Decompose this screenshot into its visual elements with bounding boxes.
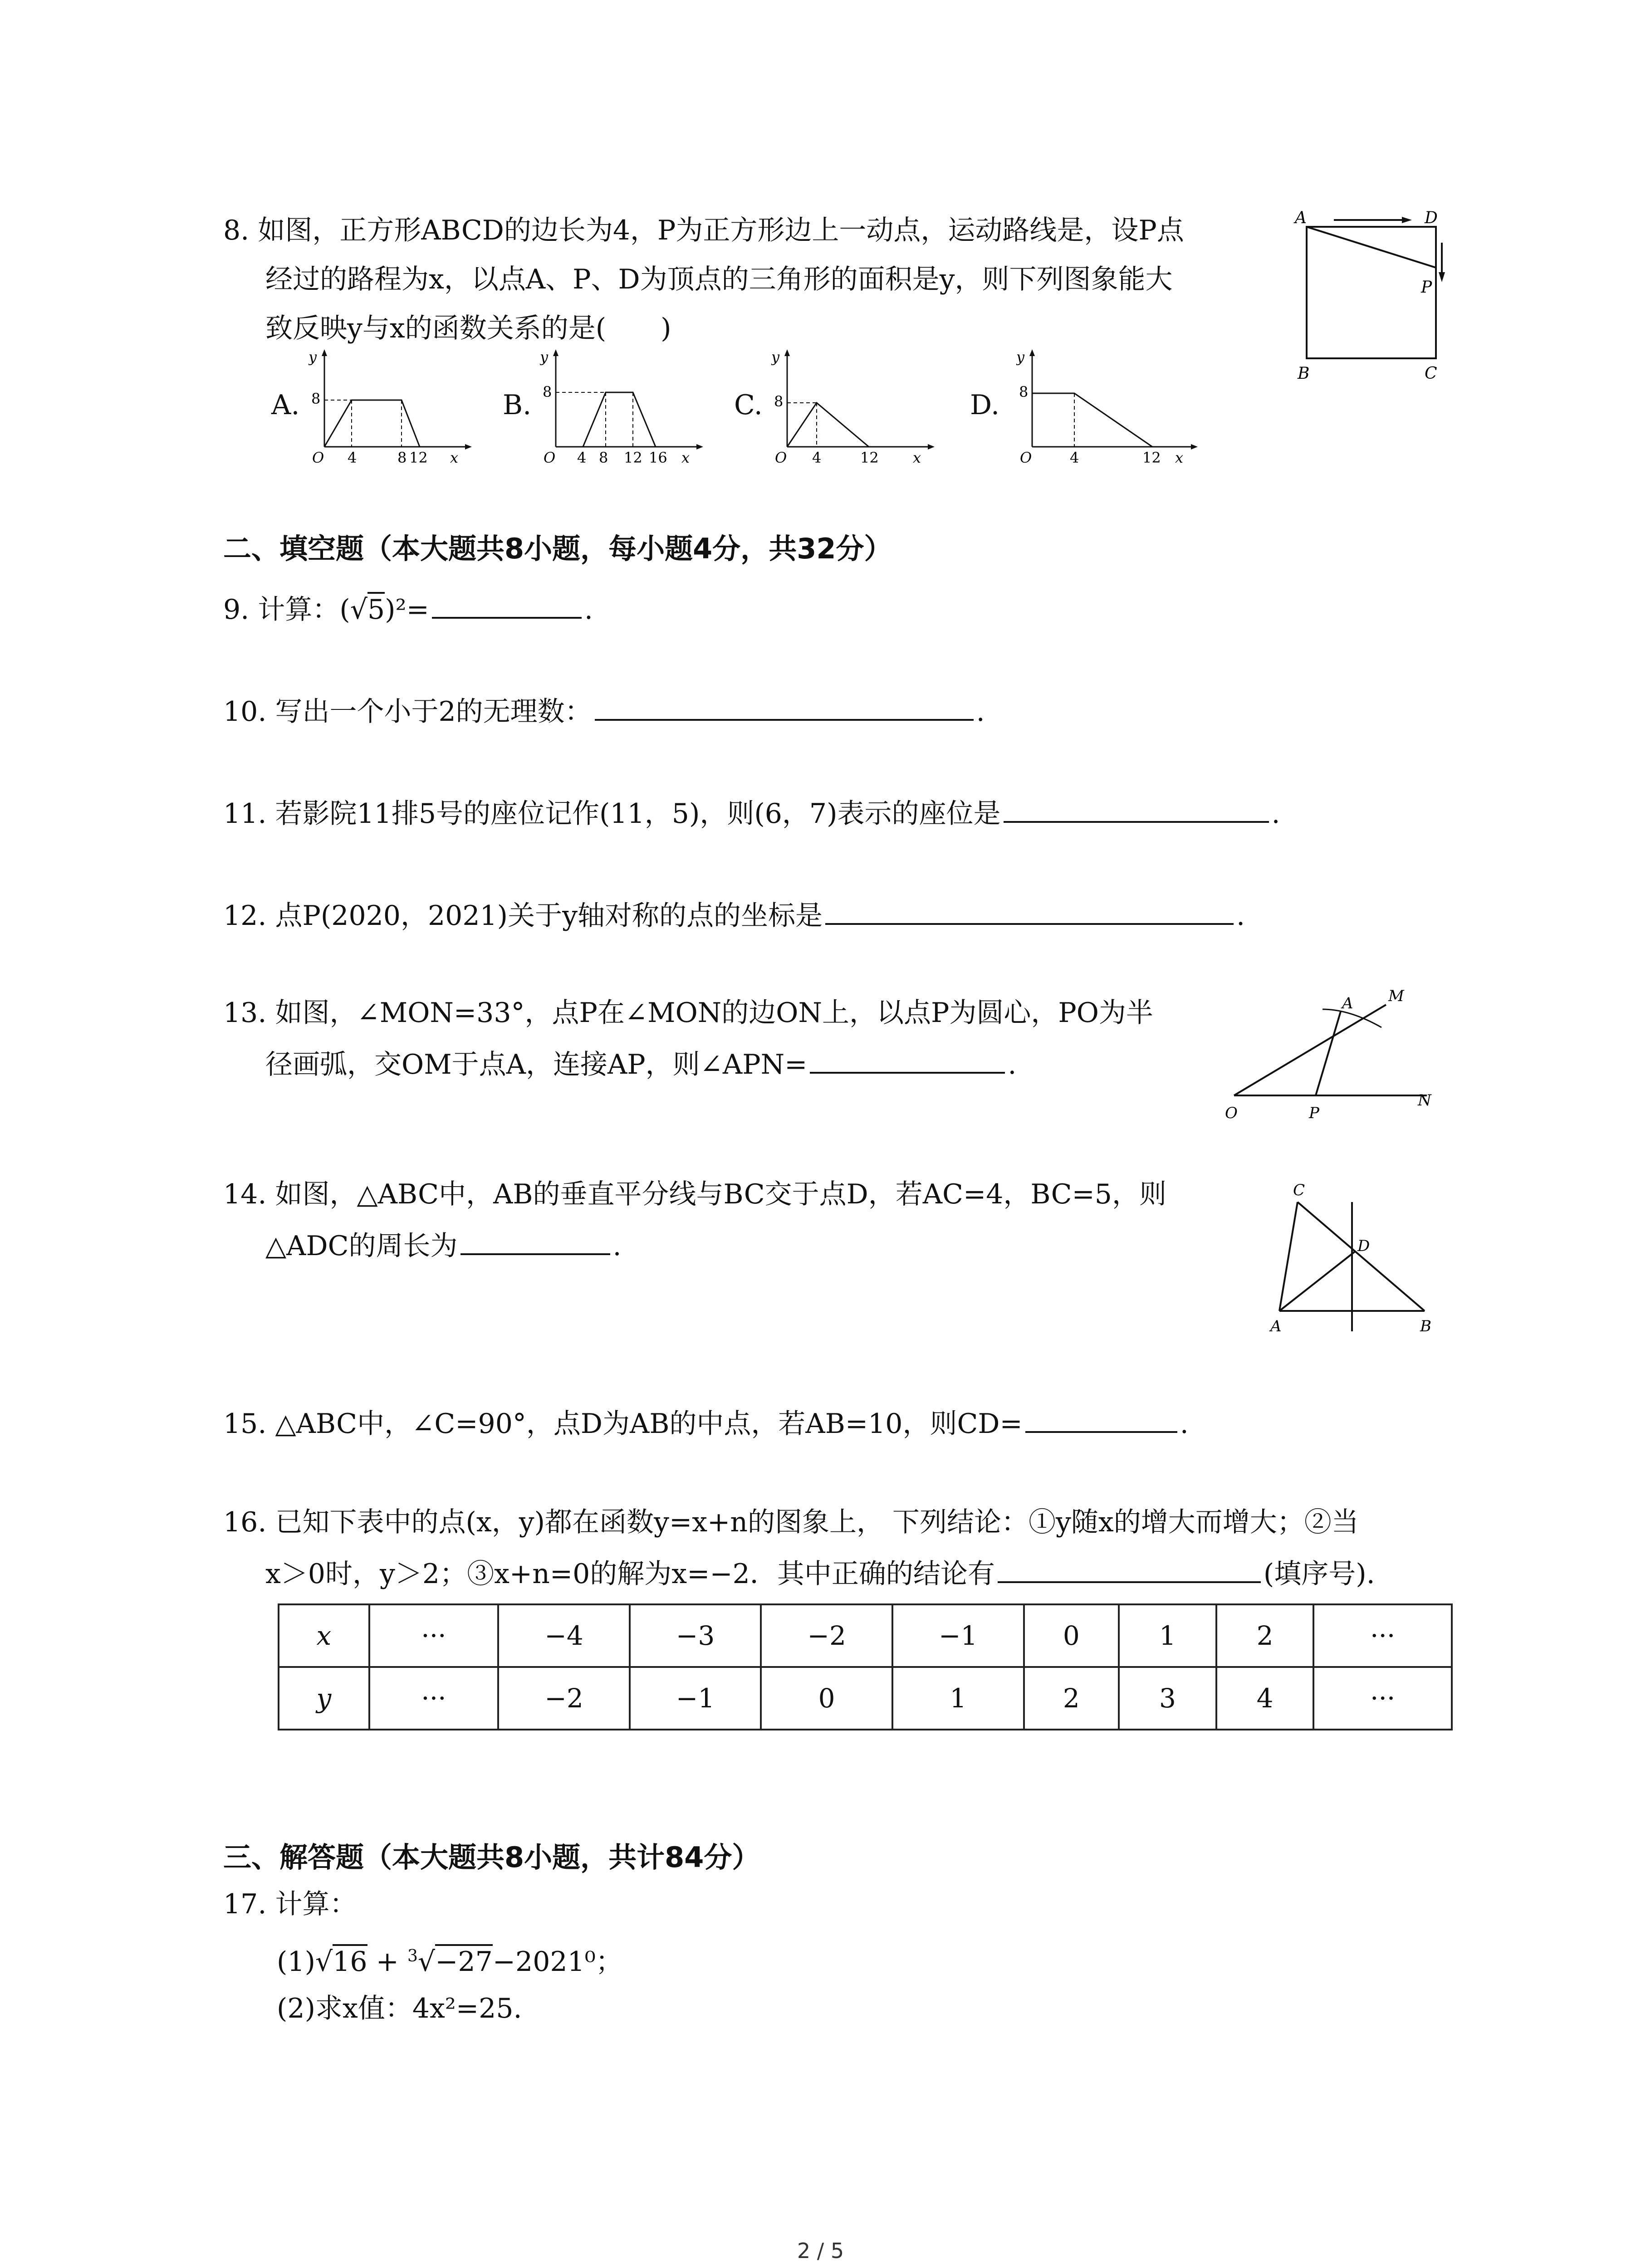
q8-b-origin: O	[544, 449, 556, 466]
q17-part1	[277, 1939, 623, 1979]
q15-text: 15. △ABC中，∠C=90°，点D为AB的中点，若AB=10，则CD=	[223, 1408, 1023, 1440]
q8-c-ytick: 8	[774, 393, 784, 410]
q8-c-xtick-4: 4	[812, 449, 822, 466]
q8-option-a-graph	[309, 349, 472, 467]
q8-c-axis-x: x	[913, 449, 921, 466]
q8-label-p: P	[1421, 278, 1432, 297]
q13-line1: 13. 如图，∠MON=33°，点P在∠MON的边ON上，以点P为圆心，PO为半	[223, 997, 1153, 1029]
q17-part2: (2)求x值：4x²=25.	[277, 1993, 522, 2024]
sqrt-icon: √	[350, 594, 367, 626]
q8-label-b: B	[1298, 364, 1310, 383]
table-cell: −3	[630, 1604, 761, 1667]
q17-sqrt-radicand: 16	[333, 1944, 367, 1978]
q13-line2-text: 径画弧，交OM于点A，连接AP，则∠APN=	[265, 1049, 808, 1080]
q14-label-b: B	[1420, 1317, 1431, 1335]
q10-end: .	[976, 696, 985, 728]
table-cell: −2	[761, 1604, 892, 1667]
q13-end: .	[1008, 1049, 1017, 1080]
table-cell: 0	[1024, 1604, 1119, 1667]
q13-label-p: P	[1309, 1104, 1319, 1122]
q11	[223, 794, 1280, 831]
q8-b-axis-y: y	[540, 349, 549, 366]
q8-line1: 8. 如图，正方形ABCD的边长为4，P为正方形边上一动点，运动路线是，设P点	[223, 215, 1184, 246]
table-cell: 2	[1024, 1667, 1119, 1730]
q9	[223, 590, 593, 627]
table-row-x	[279, 1604, 1452, 1667]
q15-end: .	[1180, 1408, 1189, 1440]
q8-b-axis-x: x	[681, 449, 690, 466]
q15	[223, 1404, 1189, 1441]
q11-text: 11. 若影院11排5号的座位记作(11，5)，则(6，7)表示的座位是	[223, 798, 1001, 830]
section3-heading: 三、解答题（本大题共8小题，共计84分）	[223, 1841, 760, 1874]
table-cell: −1	[630, 1667, 761, 1730]
q8-square-figure	[1288, 200, 1461, 395]
q8-option-b-label: B.	[503, 389, 532, 421]
table-cell: ···	[1313, 1604, 1452, 1667]
q10-answer-blank[interactable]	[595, 692, 974, 721]
q9-prefix: 9. 计算：(	[223, 594, 350, 626]
q17-part1-tail: −2021⁰；	[492, 1946, 623, 1978]
q8-a-ytick: 8	[311, 390, 321, 407]
q13-label-m: M	[1388, 987, 1404, 1005]
q8-a-axis-y: y	[309, 349, 317, 366]
sqrt-icon: √	[315, 1946, 333, 1978]
q14-line2-text: △ADC的周长为	[265, 1230, 458, 1262]
q8-d-axis-x: x	[1175, 449, 1184, 466]
table-cell: −2	[498, 1667, 630, 1730]
q17-plus: +	[367, 1946, 408, 1978]
q11-answer-blank[interactable]	[1004, 794, 1269, 823]
q8-line2: 经过的路程为x，以点A、P、D为顶点的三角形的面积是y，则下列图象能大	[265, 264, 1173, 295]
q14-line1: 14. 如图，△ABC中，AB的垂直平分线与BC交于点D，若AC=4，BC=5，则	[223, 1178, 1166, 1210]
q13-angle-figure	[1220, 987, 1434, 1123]
cbrt-icon: √	[417, 1946, 436, 1978]
q8-a-axis-x: x	[450, 449, 459, 466]
q9-end: .	[584, 594, 593, 626]
table-cell: −1	[892, 1604, 1024, 1667]
q17-part1-prefix: (1)	[277, 1946, 315, 1978]
q8-option-c-graph	[771, 349, 935, 467]
q14-label-c: C	[1293, 1181, 1305, 1199]
q15-answer-blank[interactable]	[1025, 1404, 1177, 1433]
q8-c-axis-y: y	[771, 349, 780, 366]
q9-radicand: 5	[367, 592, 385, 626]
q8-option-d-label: D.	[970, 389, 1000, 421]
q8-c-xtick-12: 12	[860, 449, 879, 466]
q8-a-xtick-12: 12	[409, 449, 428, 466]
q9-suffix: )²=	[385, 594, 429, 626]
table-cell: ···	[369, 1604, 499, 1667]
table-row-y	[279, 1667, 1452, 1730]
q8-label-c: C	[1425, 364, 1437, 383]
q8-b-ytick: 8	[543, 383, 552, 401]
q8-b-xtick-4: 4	[577, 449, 587, 466]
q12-end: .	[1236, 900, 1245, 932]
q14-label-d: D	[1357, 1237, 1370, 1255]
q8-b-xtick-8: 8	[599, 449, 608, 466]
q14-label-a: A	[1270, 1317, 1282, 1335]
q17-title: 17. 计算：	[223, 1888, 357, 1920]
table-cell: ···	[369, 1667, 499, 1730]
q8-c-origin: O	[775, 449, 787, 466]
q9-answer-blank[interactable]	[432, 590, 582, 619]
q8-option-a-label: A.	[271, 389, 300, 421]
q16-line2-text: x＞0时，y＞2；③x+n=0的解为x=−2．其中正确的结论有	[265, 1558, 995, 1590]
q13-label-a: A	[1342, 994, 1353, 1012]
table-cell: 2	[1216, 1604, 1314, 1667]
q8-option-c-label: C.	[734, 389, 763, 421]
q10	[223, 692, 985, 729]
table-cell: x	[279, 1604, 369, 1667]
q8-option-d-graph	[1016, 349, 1198, 467]
q16-values-table	[278, 1603, 1453, 1730]
q12-text: 12. 点P(2020，2021)关于y轴对称的点的坐标是	[223, 900, 823, 932]
q13-label-n: N	[1418, 1091, 1431, 1110]
q11-end: .	[1271, 798, 1280, 830]
table-cell: 3	[1119, 1667, 1216, 1730]
q17-cbrt-index: 3	[407, 1947, 418, 1965]
q8-label-a: A	[1295, 209, 1307, 227]
q8-a-origin: O	[312, 449, 324, 466]
q8-a-xtick-8: 8	[397, 449, 407, 466]
table-cell: 4	[1216, 1667, 1314, 1730]
q13-line2	[265, 1045, 1016, 1082]
q8-option-b-graph	[540, 349, 703, 467]
table-cell: y	[279, 1667, 369, 1730]
q8-b-xtick-16: 16	[649, 449, 667, 466]
q8-label-d: D	[1425, 209, 1438, 227]
q14-line2	[265, 1226, 622, 1263]
q12	[223, 896, 1245, 933]
q8-b-xtick-12: 12	[624, 449, 642, 466]
table-cell: 0	[761, 1667, 892, 1730]
q10-text: 10. 写出一个小于2的无理数：	[223, 696, 592, 728]
table-cell: ···	[1313, 1667, 1452, 1730]
table-cell: 1	[1119, 1604, 1216, 1667]
q14-end: .	[612, 1230, 622, 1262]
q16-line1: 16. 已知下表中的点(x，y)都在函数y=x+n的图象上， 下列结论：①y随x的增大而增大；②当	[223, 1506, 1359, 1538]
q8-d-ytick: 8	[1019, 383, 1029, 401]
q8-d-xtick-12: 12	[1142, 449, 1161, 466]
q8-d-xtick-4: 4	[1070, 449, 1079, 466]
q12-answer-blank[interactable]	[825, 896, 1234, 925]
q14-answer-blank[interactable]	[460, 1226, 610, 1255]
page-number: 2 / 5	[797, 2239, 844, 2263]
q16-answer-blank[interactable]	[998, 1554, 1261, 1583]
q13-answer-blank[interactable]	[810, 1045, 1005, 1074]
q8-a-xtick-4: 4	[348, 449, 357, 466]
q17-cbrt-radicand: −27	[435, 1944, 493, 1978]
table-cell: 1	[892, 1667, 1024, 1730]
section2-heading: 二、填空题（本大题共8小题，每小题4分，共32分）	[223, 532, 892, 565]
q13-label-o: O	[1225, 1104, 1238, 1122]
q14-triangle-figure	[1261, 1175, 1443, 1347]
q16-line2-end: (填序号).	[1263, 1558, 1375, 1590]
table-cell: −4	[498, 1604, 630, 1667]
q16-line2	[265, 1554, 1375, 1591]
q8-d-axis-y: y	[1016, 349, 1025, 366]
q8-line3: 致反映y与x的函数关系的是( )	[265, 313, 671, 344]
q8-d-origin: O	[1020, 449, 1032, 466]
